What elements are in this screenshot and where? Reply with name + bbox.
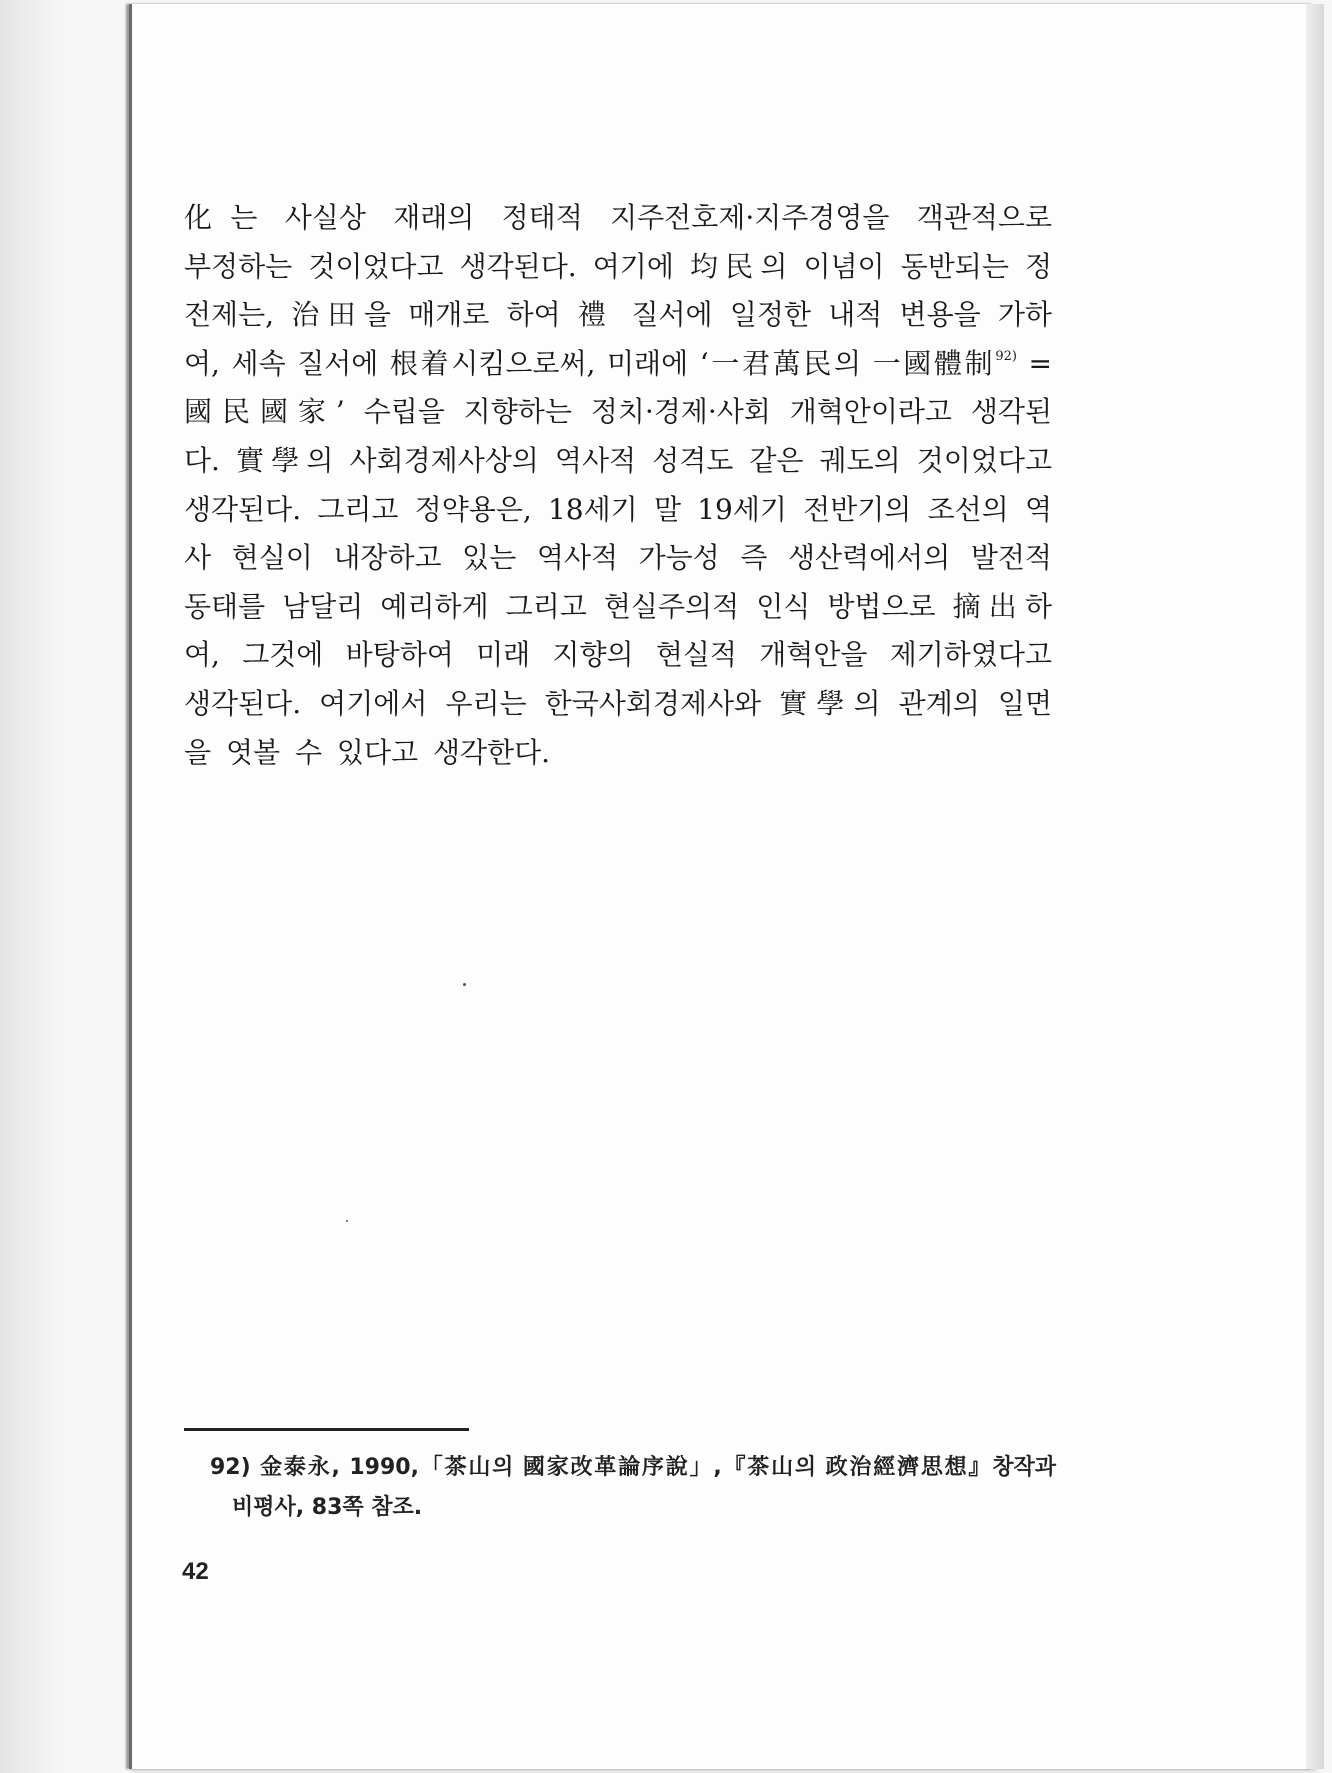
equals-sign: =: [1028, 346, 1052, 380]
scan-speck: [463, 983, 466, 986]
text-line: 전제는, 治田을 매개로 하여 禮 질서에 일정한 내적 변용을 가하: [184, 298, 1052, 332]
footnote-divider: [184, 1428, 469, 1431]
text-line: 國民國家’ 수립을 지향하는 정치·경제·사회 개혁안이라고 생각된: [184, 395, 1052, 429]
text-line: 생각된다. 여기에서 우리는 한국사회경제사와 實學의 관계의 일면: [184, 686, 1052, 720]
footnote-line: 비평사, 83쪽 참조.: [232, 1495, 423, 1520]
text-line: 化는 사실상 재래의 정태적 지주전호제·지주경영을 객관적으로: [184, 201, 1052, 234]
text-segment: 여, 세속 질서에 根着시킴으로써, 미래에 ‘一君萬民의 一國體制: [184, 346, 996, 380]
text-line: 생각된다. 그리고 정약용은, 18세기 말 19세기 전반기의 조선의 역: [184, 492, 1052, 526]
footnote-line: 92) 金泰永, 1990,「茶山의 國家改革論序說」,『茶山의 政治經濟思想』창작과: [210, 1455, 1056, 1480]
page-number: 42: [182, 1558, 209, 1585]
text-line: 사 현실이 내장하고 있는 역사적 가능성 즉 생산력에서의 발전적: [184, 541, 1052, 575]
body-paragraph: [184, 194, 1052, 777]
text-line: 부정하는 것이었다고 생각된다. 여기에 均民의 이념이 동반되는 정: [184, 249, 1052, 283]
text-line-with-footnote: [184, 340, 1052, 389]
footnote: [210, 1448, 1056, 1528]
text-line: 을 엿볼 수 있다고 생각한다.: [184, 735, 551, 769]
text-line: 여, 그것에 바탕하여 미래 지향의 현실적 개혁안을 제기하였다고: [184, 638, 1052, 672]
text-line: 다. 實學의 사회경제사상의 역사적 성격도 같은 궤도의 것이었다고: [184, 443, 1052, 477]
footnote-reference: 92): [995, 348, 1017, 364]
text-line: 동태를 남달리 예리하게 그리고 현실주의적 인식 방법으로 摘出하: [184, 589, 1052, 623]
scan-speck: [346, 1220, 348, 1222]
